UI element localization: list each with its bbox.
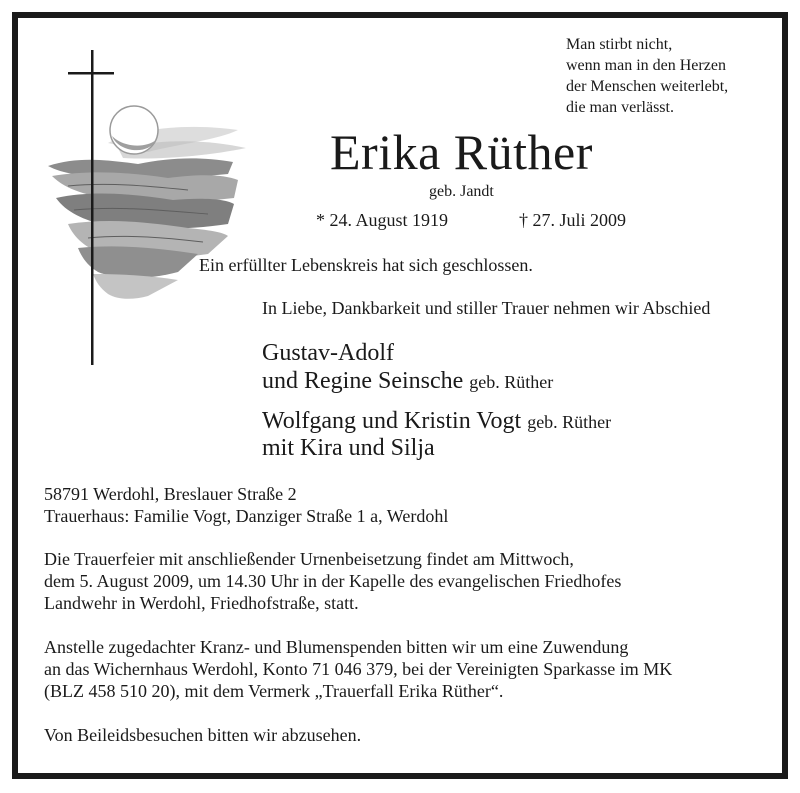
donation-line-3: (BLZ 458 510 20), mit dem Vermerk „Trauerfall Erika Rüther“. xyxy=(44,681,504,701)
family-line-1: Gustav-Adolf xyxy=(262,340,394,366)
family-suffix-2: geb. Rüther xyxy=(469,372,554,392)
ceremony-line-2: dem 5. August 2009, um 14.30 Uhr in der Kapelle des evangelischen Friedhofes xyxy=(44,571,622,591)
address-line-1: 58791 Werdohl, Breslauer Straße 2 xyxy=(44,484,297,504)
cross-bar xyxy=(68,72,114,75)
ceremony-line-3: Landwehr in Werdohl, Friedhofstraße, statt. xyxy=(44,593,359,613)
farewell-phrase: In Liebe, Dankbarkeit und stiller Trauer nehmen wir Abschied xyxy=(262,298,711,318)
motto-line-4: die man verlässt. xyxy=(566,99,674,116)
death-date: † 27. Juli 2009 xyxy=(519,210,627,230)
birth-date: * 24. August 1919 xyxy=(316,210,449,230)
life-phrase: Ein erfüllter Lebenskreis hat sich geschlossen. xyxy=(199,255,533,275)
donation-line-1: Anstelle zugedachter Kranz- und Blumenspenden bitten wir um eine Zuwendung xyxy=(44,637,629,657)
deceased-name: Erika Rüther xyxy=(330,124,593,180)
family-line-4: mit Kira und Silja xyxy=(262,435,435,461)
family-line-2 xyxy=(262,366,553,397)
cross-icon xyxy=(91,50,94,365)
moon-landscape-illustration xyxy=(38,48,258,368)
motto-line-3: der Menschen weiterlebt, xyxy=(566,78,729,95)
family-name-2: und Regine Seinsche xyxy=(262,368,464,394)
family-name-3: Wolfgang und Kristin Vogt xyxy=(262,408,522,434)
reflection xyxy=(93,274,178,299)
address-line-2: Trauerhaus: Familie Vogt, Danziger Straße 1 a, Werdohl xyxy=(44,506,449,526)
closing-line: Von Beileidsbesuchen bitten wir abzusehen. xyxy=(44,725,362,745)
ceremony-line-1: Die Trauerfeier mit anschließender Urnenbeisetzung findet am Mittwoch, xyxy=(44,549,574,569)
motto-line-1: Man stirbt nicht, xyxy=(566,36,673,53)
donation-line-2: an das Wichernhaus Werdohl, Konto 71 046 379, bei der Vereinigten Sparkasse im MK xyxy=(44,659,673,679)
motto xyxy=(566,34,766,118)
motto-line-2: wenn man in den Herzen xyxy=(566,57,726,74)
family-suffix-3: geb. Rüther xyxy=(527,412,612,432)
birth-name: geb. Jandt xyxy=(429,183,494,200)
